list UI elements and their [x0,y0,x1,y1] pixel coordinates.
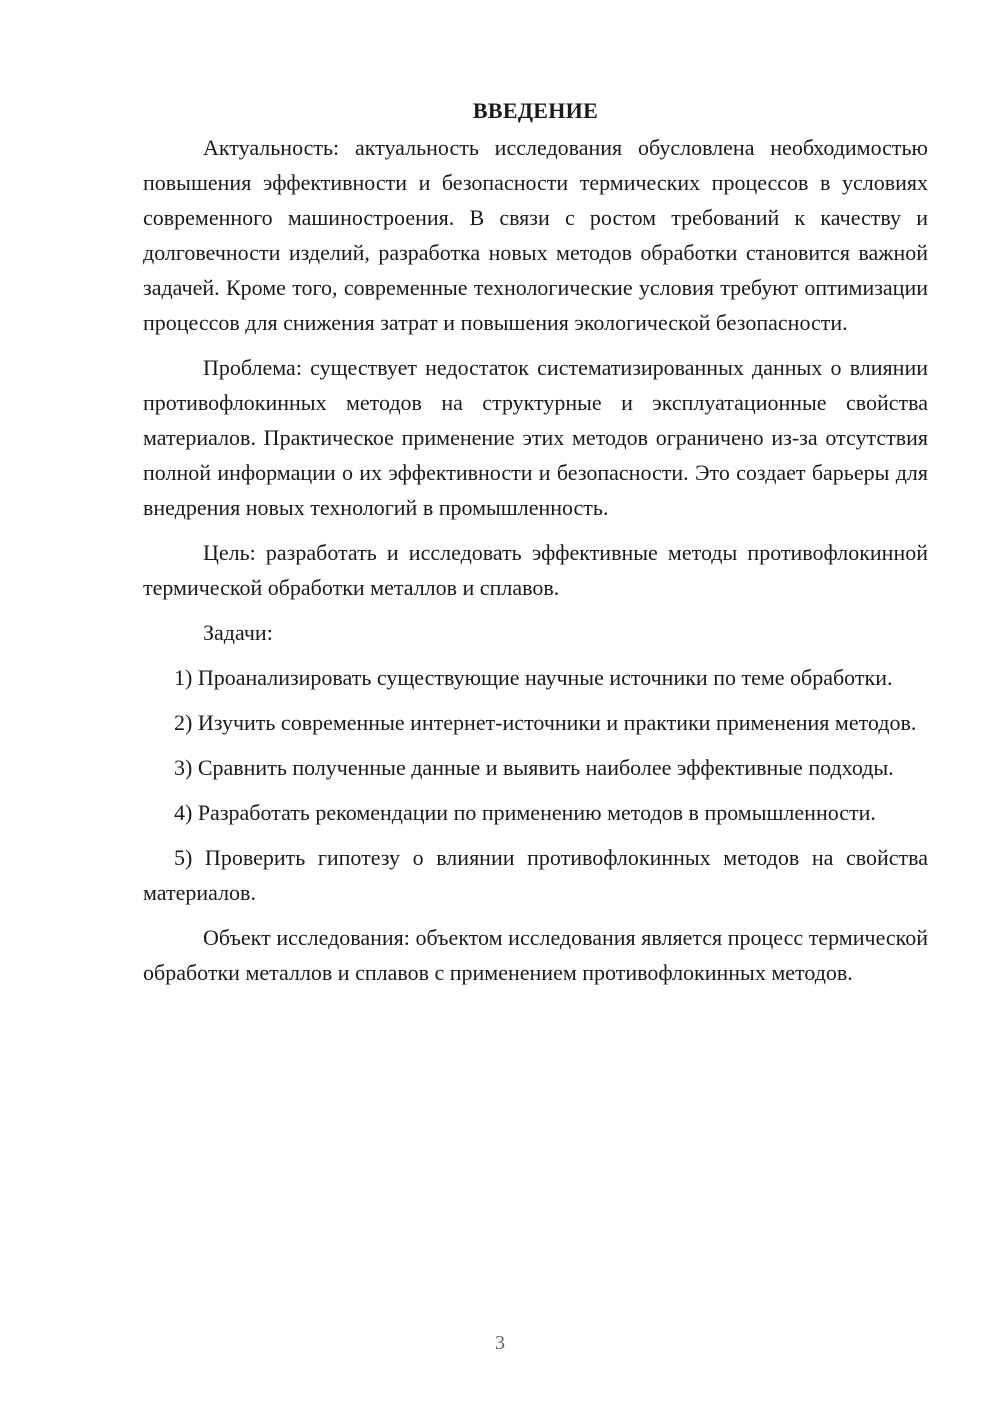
task-item-4: 4) Разработать рекомендации по применению методов в промышленности. [174,800,876,825]
tasks-label: Задачи: [203,620,273,645]
paragraph-goal: Цель: разработать и исследовать эффективные методы противофлокинной термической обработки металлов и сплавов. [143,540,928,600]
task-item-3: 3) Сравнить полученные данные и выявить наиболее эффективные подходы. [174,755,894,780]
task-item-2: 2) Изучить современные интернет-источники и практики применения методов. [174,710,917,735]
task-item-5: 5) Проверить гипотезу о влиянии противофлокинных методов на свойства материалов. [143,845,928,905]
paragraph-problem: Проблема: существует недостаток систематизированных данных о влиянии противофлокинных методов на структурные и эксплуатационные свойства материалов. Практическое применение этих методов ограничено из-за отсутствия полной информации о их эффективности и безопасности. Это создает барьеры для внедрения новых технологий в промышленность. [143,355,928,520]
section-heading: ВВЕДЕНИЕ [472,98,599,123]
task-item-1: 1) Проанализировать существующие научные источники по теме обработки. [174,665,893,690]
paragraph-relevance: Актуальность: актуальность исследования обусловлена необходимостью повышения эффективности и безопасности термических процессов в условиях современного машиностроения. В связи с ростом требований к качеству и долговечности изделий, разработка новых методов обработки становится важной задачей. Кроме того, современные технологические условия требуют оптимизации процессов для снижения затрат и повышения экологической безопасности. [143,135,928,335]
paragraph-object: Объект исследования: объектом исследования является процесс термической обработки металлов и сплавов с применением противофлокинных методов. [143,925,928,985]
page-number: 3 [495,1332,505,1354]
document-page [143,96,928,1000]
